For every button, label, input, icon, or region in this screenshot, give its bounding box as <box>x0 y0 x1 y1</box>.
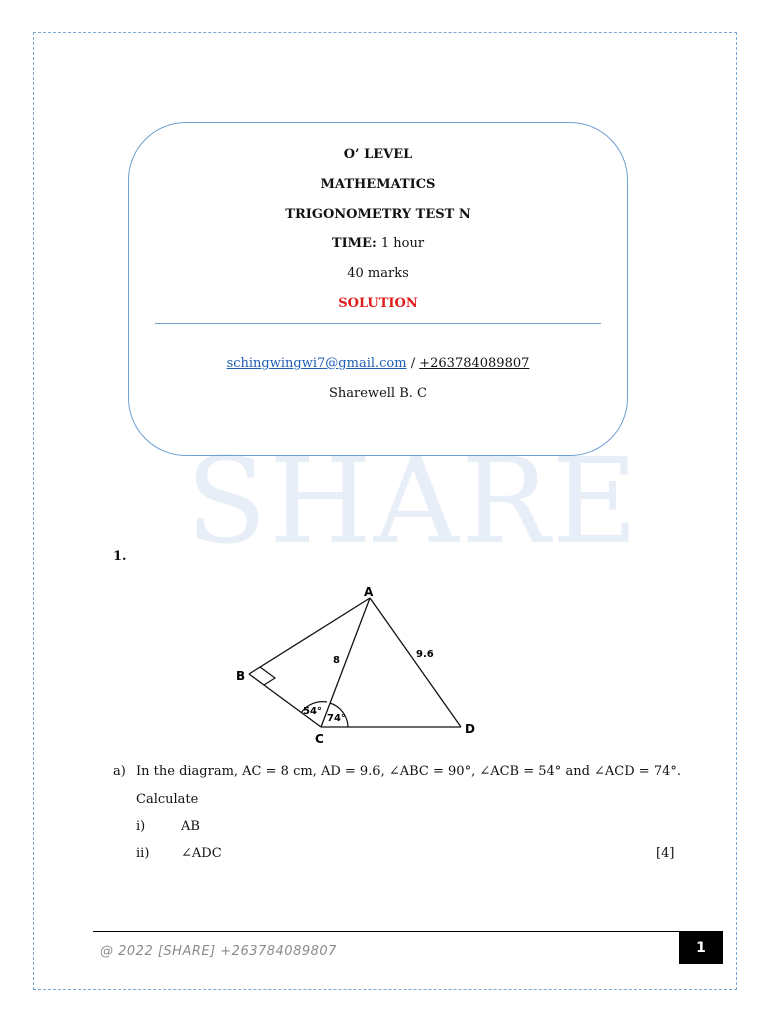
solution-label: SOLUTION <box>338 296 418 311</box>
subject-heading: MATHEMATICS <box>320 177 436 192</box>
line-bc <box>249 674 321 727</box>
part-a-text: In the diagram, AC = 8 cm, AD = 9.6, ∠ABC = 90°, ∠ACB = 54° and ∠ACD = 74°. <box>136 764 682 779</box>
triangle-diagram <box>228 580 488 750</box>
angle-label-acb: 54° <box>303 706 322 717</box>
level-heading: O’ LEVEL <box>343 147 413 162</box>
phone-number: +263784089807 <box>419 356 530 371</box>
length-label-ac: 8 <box>333 655 340 666</box>
page-number: 1 <box>679 932 723 964</box>
calculate-label: Calculate <box>136 792 199 807</box>
marks-allocation: [4] <box>656 846 675 861</box>
vertex-label-b: B <box>236 669 246 683</box>
question-number: 1. <box>113 549 127 564</box>
sub-ii-text: ∠ADC <box>181 846 222 861</box>
vertex-label-d: D <box>465 722 475 736</box>
right-angle-marker <box>260 667 275 685</box>
part-a-label: a) <box>113 764 126 779</box>
time-value: 1 hour <box>380 236 425 251</box>
sub-i-label: i) <box>136 819 146 834</box>
contact-line <box>129 356 627 372</box>
time-label: TIME: <box>331 236 377 251</box>
angle-label-acd: 74° <box>327 713 346 724</box>
line-ac <box>321 598 370 727</box>
footer-copyright: @ 2022 [SHARE] +263784089807 <box>100 944 337 959</box>
email-link[interactable]: schingwingwi7@gmail.com <box>226 356 407 371</box>
footer-rule <box>93 931 723 932</box>
test-title: TRIGONOMETRY TEST N <box>285 207 471 222</box>
title-box <box>128 122 628 456</box>
marks-total: 40 marks <box>347 266 409 281</box>
divider-line <box>155 323 601 324</box>
watermark: SHARE <box>186 432 640 570</box>
author-name: Sharewell B. C <box>329 386 427 401</box>
sub-ii-label: ii) <box>136 846 150 861</box>
contact-separator: / <box>410 356 416 371</box>
time-line <box>129 236 627 252</box>
vertex-label-a: A <box>364 585 374 599</box>
vertex-label-c: C <box>315 732 324 746</box>
line-ad <box>370 598 461 727</box>
sub-i-text: AB <box>181 819 200 834</box>
line-ab <box>249 598 370 674</box>
length-label-ad: 9.6 <box>416 649 434 660</box>
